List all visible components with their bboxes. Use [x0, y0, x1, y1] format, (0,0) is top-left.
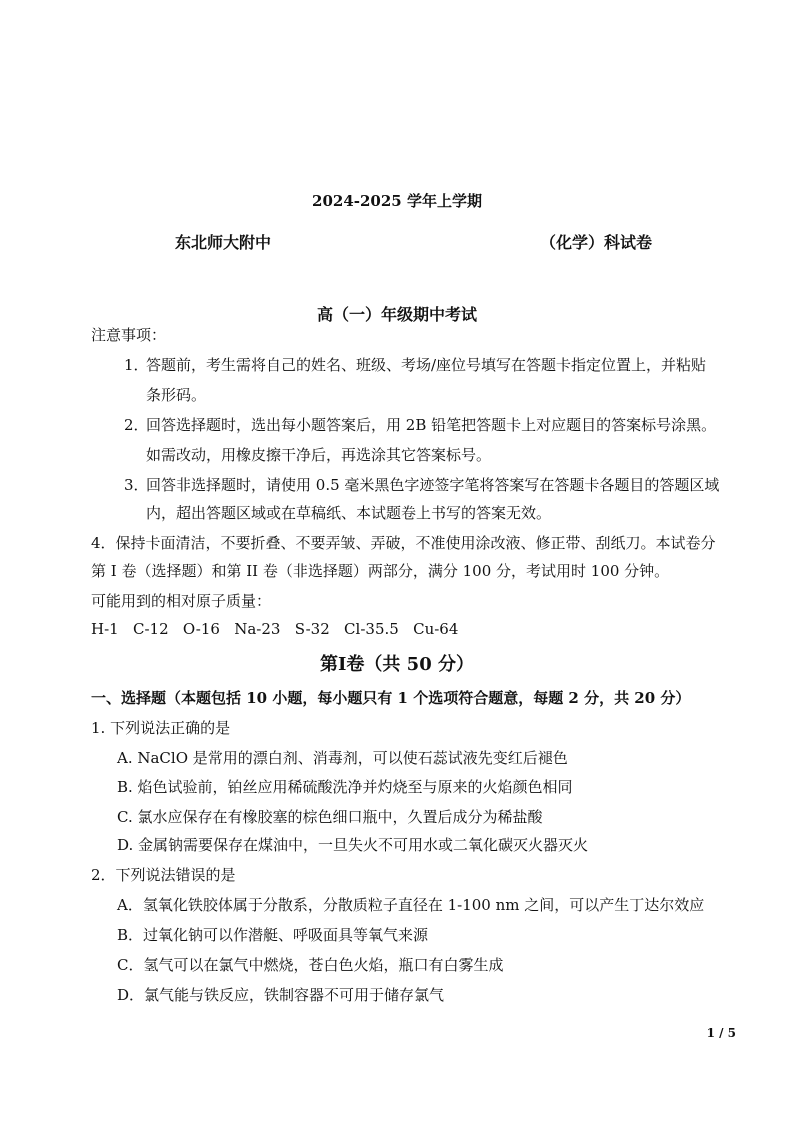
question-option: C. 氯水应保存在有橡胶塞的棕色细口瓶中，久置后成分为稀盐酸 — [117, 808, 543, 826]
question-option: D．氯气能与铁反应，铁制容器不可用于储存氯气 — [117, 986, 445, 1004]
notice-item-text: 答题前，考生需将自己的姓名、班级、考场/座位号填写在答题卡指定位置上，并粘贴 — [146, 356, 707, 374]
atomic-mass-list: H-1 C-12 O-16 Na-23 S-32 Cl-35.5 Cu-64 — [91, 620, 459, 638]
notice-item-4-line: 4．保持卡面清洁，不要折叠、不要弄皱、弄破，不准使用涂改液、修正带、刮纸刀。本试卷分 — [91, 534, 716, 552]
exam-title: 高（一）年级期中考试 — [316, 305, 477, 324]
notice-heading: 注意事项： — [91, 326, 167, 344]
school-name: 东北师大附中 — [175, 233, 272, 252]
question-option: B. 焰色试验前，铂丝应用稀硫酸洗净并灼烧至与原来的火焰颜色相同 — [117, 778, 573, 796]
question-option: B．过氧化钠可以作潜艇、呼吸面具等氧气来源 — [117, 926, 429, 944]
notice-item-text: 条形码。 — [146, 386, 207, 404]
page-number: 1 / 5 — [706, 1026, 736, 1040]
notice-item-text: 内，超出答题区域或在草稿纸、本试题卷上书写的答案无效。 — [146, 504, 552, 522]
notice-item-text: 回答选择题时，选出每小题答案后，用 2B 铅笔把答题卡上对应题目的答案标号涂黑。 — [146, 416, 717, 434]
section-title: 一、选择题（本题包括 10 小题，每小题只有 1 个选项符合题意，每题 2 分，共 20 分） — [91, 689, 691, 707]
question-stem: 1. 下列说法正确的是 — [91, 719, 231, 737]
question-option: C．氢气可以在氯气中燃烧，苍白色火焰，瓶口有白雾生成 — [117, 956, 504, 974]
notice-item-text: 回答非选择题时，请使用 0.5 毫米黑色字迹签字笔将答案写在答题卡各题目的答题区域 — [146, 476, 720, 494]
question-option: A. NaClO 是常用的漂白剂、消毒剂，可以使石蕊试液先变红后褪色 — [117, 749, 568, 767]
notice-item-number: 2． — [124, 416, 149, 434]
question-option: D. 金属钠需要保存在煤油中，一旦失火不可用水或二氧化碳灭火器灭火 — [117, 836, 589, 854]
subject-name: （化学）科试卷 — [540, 233, 653, 252]
part-one-title: 第Ⅰ卷（共 50 分） — [319, 654, 474, 675]
atomic-mass-label: 可能用到的相对原子质量： — [91, 592, 272, 610]
question-stem: 2．下列说法错误的是 — [91, 866, 236, 884]
exam-term: 2024-2025 学年上学期 — [312, 192, 482, 210]
notice-item-4-line: 第 I 卷（选择题）和第 II 卷（非选择题）两部分，满分 100 分，考试用时 100 分钟。 — [91, 562, 670, 580]
question-option: A．氢氧化铁胶体属于分散系，分散质粒子直径在 1-100 nm 之间，可以产生丁达尔效应 — [117, 896, 705, 914]
notice-item-number: 3． — [124, 476, 149, 494]
notice-item-number: 1． — [124, 356, 149, 374]
notice-item-text: 如需改动，用橡皮擦干净后，再选涂其它答案标号。 — [146, 446, 492, 464]
